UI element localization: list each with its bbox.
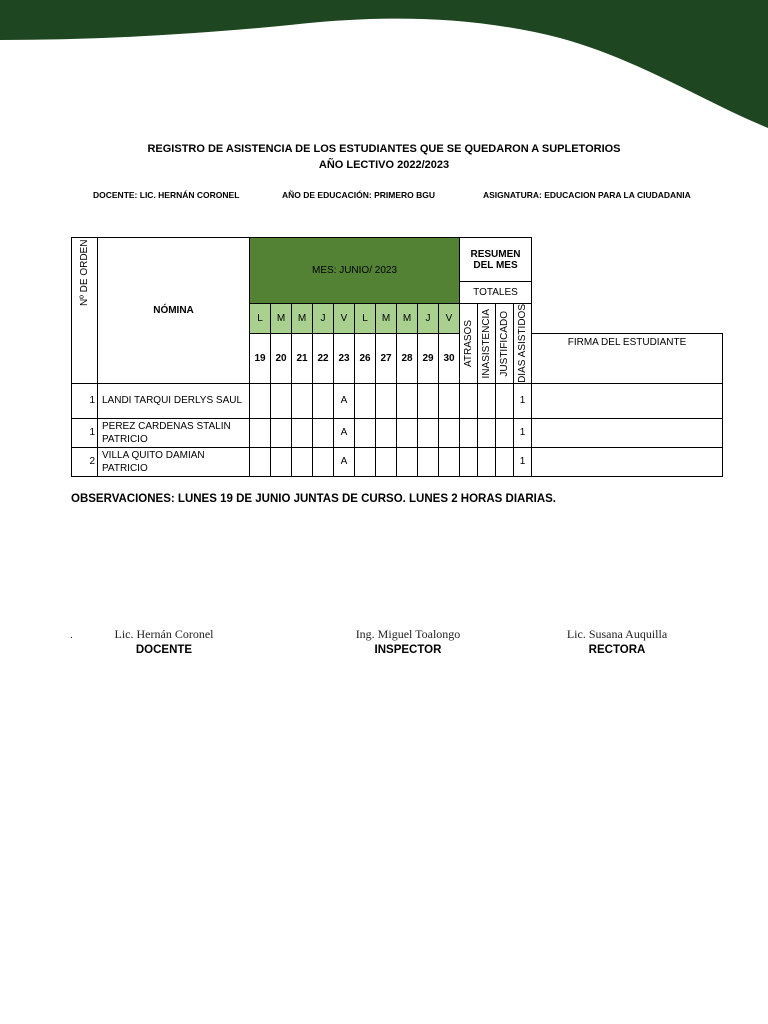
attendance-mark: A — [334, 418, 355, 447]
student-name: PEREZ CARDENAS STALIN PATRICIO — [98, 418, 250, 447]
day-number: 28 — [397, 333, 418, 383]
totales-header: TOTALES — [460, 282, 532, 304]
signature-docente — [64, 627, 264, 656]
summary-col-atrasos — [460, 304, 478, 384]
summary-col-justificado-label: JUSTIFICADO — [499, 310, 510, 377]
day-cell — [355, 447, 376, 476]
day-cell — [397, 447, 418, 476]
row-number: 1 — [72, 383, 98, 418]
summary-cell — [478, 418, 496, 447]
day-cell — [313, 447, 334, 476]
attendance-table — [71, 237, 723, 477]
row-number: 1 — [72, 418, 98, 447]
summary-cell — [478, 383, 496, 418]
summary-cell — [460, 418, 478, 447]
day-cell — [418, 383, 439, 418]
asignatura-label: ASIGNATURA: EDUCACION PARA LA CIUDADANIA — [483, 190, 691, 200]
blank-corner — [532, 238, 723, 334]
day-cell — [397, 383, 418, 418]
firma-header: FIRMA DEL ESTUDIANTE — [532, 333, 723, 383]
day-cell — [439, 447, 460, 476]
day-cell — [250, 383, 271, 418]
day-letter: V — [334, 304, 355, 334]
day-cell — [250, 418, 271, 447]
day-letter: L — [355, 304, 376, 334]
attendance-mark: A — [334, 447, 355, 476]
dias-asistidos-value: 1 — [514, 418, 532, 447]
day-number: 27 — [376, 333, 397, 383]
signature-name: Lic. Susana Auquilla — [566, 627, 668, 641]
day-cell — [418, 447, 439, 476]
summary-col-dias-asistidos-label: DIAS ASISTIDOS — [517, 304, 528, 383]
observaciones-text: OBSERVACIONES: LUNES 19 DE JUNIO JUNTAS DE CURSO. LUNES 2 HORAS DIARIAS. — [71, 493, 556, 505]
firma-cell — [532, 418, 723, 447]
day-letter: M — [292, 304, 313, 334]
summary-cell — [496, 383, 514, 418]
day-cell — [355, 383, 376, 418]
summary-cell — [460, 383, 478, 418]
day-cell — [292, 383, 313, 418]
day-cell — [376, 418, 397, 447]
day-number: 23 — [334, 333, 355, 383]
day-cell — [292, 447, 313, 476]
signature-name: Ing. Miguel Toalongo — [355, 627, 461, 641]
day-cell — [313, 383, 334, 418]
attendance-mark: A — [334, 383, 355, 418]
docente-label: DOCENTE: LIC. HERNÁN CORONEL — [93, 190, 240, 200]
day-cell — [439, 383, 460, 418]
signature-inspector — [308, 627, 508, 656]
header-wave-decoration — [0, 0, 768, 130]
summary-cell — [460, 447, 478, 476]
day-letter: M — [376, 304, 397, 334]
student-name: LANDI TARQUI DERLYS SAUL — [98, 383, 250, 418]
day-cell — [292, 418, 313, 447]
day-cell — [355, 418, 376, 447]
row-number: 2 — [72, 447, 98, 476]
day-cell — [271, 418, 292, 447]
day-cell — [271, 447, 292, 476]
day-cell — [313, 418, 334, 447]
anio-educacion-label: AÑO DE EDUCACIÓN: PRIMERO BGU — [282, 190, 436, 200]
day-cell — [376, 447, 397, 476]
firma-cell — [532, 383, 723, 418]
month-header: MES: JUNIO/ 2023 — [250, 238, 460, 304]
dias-asistidos-value: 1 — [514, 383, 532, 418]
signature-role: INSPECTOR — [374, 644, 442, 656]
day-letter: L — [250, 304, 271, 334]
firma-cell — [532, 447, 723, 476]
day-number: 29 — [418, 333, 439, 383]
summary-col-inasistencia-label: INASISTENCIA — [481, 308, 492, 379]
day-number: 30 — [439, 333, 460, 383]
day-cell — [250, 447, 271, 476]
resumen-header: RESUMEN DEL MES — [460, 238, 532, 282]
summary-cell — [496, 418, 514, 447]
summary-col-inasistencia — [478, 304, 496, 384]
document-title: REGISTRO DE ASISTENCIA DE LOS ESTUDIANTES QUE SE QUEDARON A SUPLETORIOS — [147, 143, 621, 155]
signature-name: Lic. Hernán Coronel — [114, 627, 214, 641]
table-row — [72, 383, 723, 418]
signature-role: DOCENTE — [135, 644, 193, 656]
signature-rectora — [517, 627, 717, 656]
day-letter: J — [418, 304, 439, 334]
day-letter: M — [271, 304, 292, 334]
day-cell — [397, 418, 418, 447]
orden-header-cell — [72, 238, 98, 384]
day-number: 26 — [355, 333, 376, 383]
signature-role: RECTORA — [588, 644, 646, 656]
summary-col-dias-asistidos — [514, 304, 532, 384]
document-year: AÑO LECTIVO 2022/2023 — [318, 159, 450, 171]
day-letter: V — [439, 304, 460, 334]
day-cell — [271, 383, 292, 418]
summary-cell — [478, 447, 496, 476]
day-number: 20 — [271, 333, 292, 383]
day-letter: J — [313, 304, 334, 334]
day-number: 19 — [250, 333, 271, 383]
day-cell — [418, 418, 439, 447]
nomina-header: NÓMINA — [98, 238, 250, 384]
summary-cell — [496, 447, 514, 476]
dias-asistidos-value: 1 — [514, 447, 532, 476]
stray-dot: . — [70, 630, 73, 641]
summary-col-atrasos-label: ATRASOS — [463, 319, 474, 367]
table-row — [72, 447, 723, 476]
orden-header: Nº DE ORDEN — [79, 239, 90, 307]
summary-col-justificado — [496, 304, 514, 384]
day-cell — [439, 418, 460, 447]
table-row — [72, 418, 723, 447]
day-letter: M — [397, 304, 418, 334]
day-number: 21 — [292, 333, 313, 383]
student-name: VILLA QUITO DAMIAN PATRICIO — [98, 447, 250, 476]
day-cell — [376, 383, 397, 418]
day-number: 22 — [313, 333, 334, 383]
